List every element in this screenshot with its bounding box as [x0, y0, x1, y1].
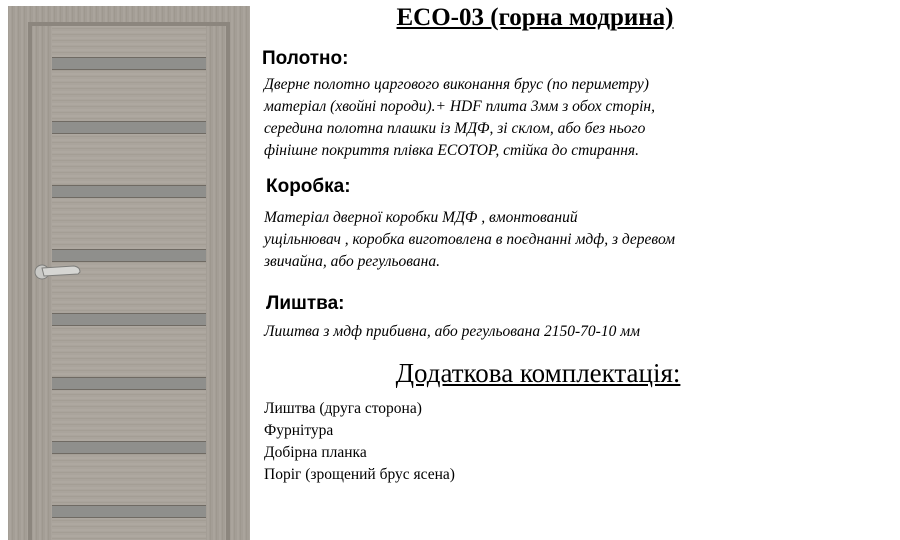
section-text-korobka: [264, 207, 675, 273]
list-item: Поріг (зрощений брус ясена): [264, 466, 455, 483]
section-heading-lyshtva: Лиштва:: [266, 293, 345, 314]
door-svg: [8, 6, 250, 540]
glass-strip: [52, 122, 206, 133]
text-line: ущільнювач , коробка виготовлена в поєднанні мдф, з деревом: [264, 231, 676, 248]
door-stile-left: [32, 26, 52, 540]
section-text-polotno: [264, 74, 655, 162]
glass-strip: [52, 442, 206, 453]
text-line: фінішне покриття плівка ECOTOP, стійка до стирання.: [264, 142, 640, 159]
glass-strip: [52, 58, 206, 69]
section-heading-polotno: Полотно:: [262, 48, 349, 69]
glass-strip: [52, 250, 206, 261]
section-heading-korobka: Коробка:: [266, 176, 351, 197]
section-text-lyshtva: [264, 321, 640, 343]
list-item: Фурнітура: [264, 422, 334, 439]
text-line: Дверне полотно царгового виконання брус (по периметру): [264, 76, 649, 93]
door-image: [8, 6, 250, 540]
extras-heading: Додаткова комплектація:: [395, 358, 681, 388]
text-line: середина полотна плашки із МДФ, зі склом, або без нього: [264, 120, 646, 137]
extras-list: [264, 398, 455, 486]
page-title: ECO-03 (горна модрина): [396, 4, 674, 31]
text-line: Лиштва з мдф прибивна, або регульована 2150-70-10 мм: [264, 323, 640, 340]
glass-strip: [52, 506, 206, 517]
list-item: Добірна планка: [264, 444, 367, 461]
text-line: звичайна, або регульована.: [264, 253, 440, 270]
door-stile-right: [206, 26, 226, 540]
glass-strip: [52, 378, 206, 389]
glass-strip: [52, 314, 206, 325]
text-line: матеріал (хвойні породи).+ HDF плита 3мм з обох сторін,: [264, 98, 655, 115]
list-item: Лиштва (друга сторона): [264, 400, 422, 417]
text-line: Матеріал дверної коробки МДФ , вмонтований: [264, 209, 578, 226]
glass-strip: [52, 186, 206, 197]
door-leaf: [32, 26, 226, 540]
